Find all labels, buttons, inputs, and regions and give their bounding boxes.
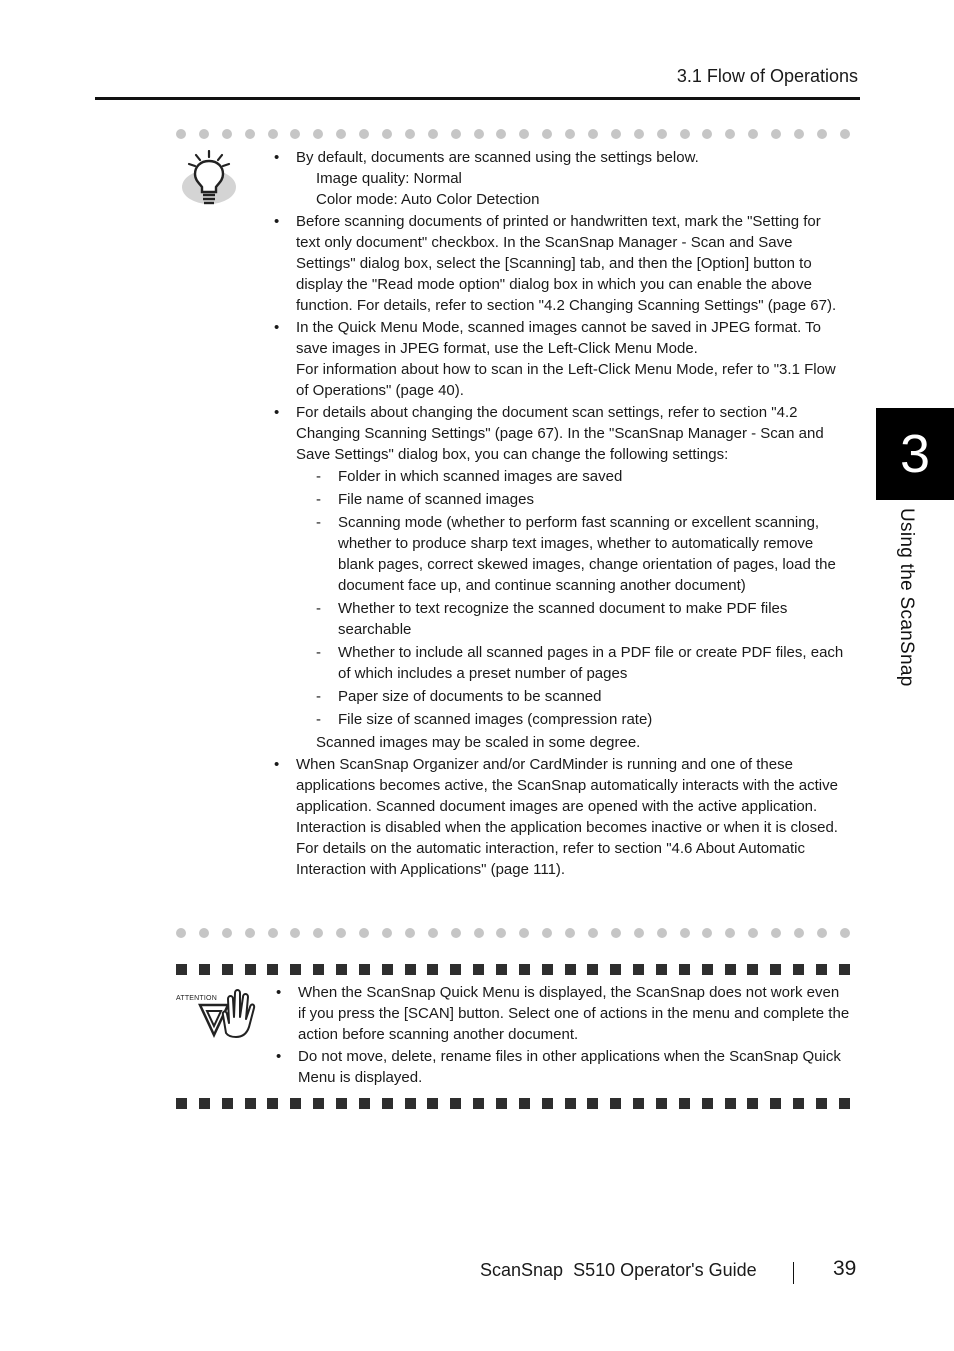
separator-square (565, 1098, 576, 1109)
page-number: 39 (833, 1257, 857, 1280)
separator-dot (565, 129, 575, 139)
separator-dot (405, 129, 415, 139)
separator-square (496, 964, 507, 975)
separator-dot (702, 928, 712, 938)
separator-square (656, 1098, 667, 1109)
separator-dot (519, 129, 529, 139)
hint-item-text: By default, documents are scanned using the settings below. (296, 149, 699, 166)
separator-dot (634, 129, 644, 139)
settings-dash-list (316, 466, 848, 730)
separator-square (816, 964, 827, 975)
separator-dot (222, 129, 232, 139)
separator-square (382, 1098, 393, 1109)
separator-dot (840, 928, 850, 938)
separator-dot (176, 928, 186, 938)
separator-dot (405, 928, 415, 938)
hint-item-text: For details about changing the document scan settings, refer to section "4.2 Changing Scanning Settings" (page 67). In the "ScanSnap Manager - Scan and Save Settings" dialog box, you can change the following settings: (296, 404, 824, 463)
hint-item-scan-settings (274, 402, 848, 753)
hint-item-default-settings (274, 147, 848, 210)
separator-dot (657, 129, 667, 139)
separator-dot (245, 928, 255, 938)
separator-square (382, 964, 393, 975)
lightbulb-hint-icon (178, 150, 240, 210)
separator-square (222, 964, 233, 975)
separator-dot (771, 928, 781, 938)
separator-square (770, 964, 781, 975)
attention-hand-icon (174, 985, 256, 1039)
attention-list (276, 982, 850, 1089)
separator-square (222, 1098, 233, 1109)
separator-square (267, 1098, 278, 1109)
separator-square (587, 964, 598, 975)
hint-item-text-continued: For information about how to scan in the Left-Click Menu Mode, refer to "3.1 Flow of Operations" (page 40). (296, 361, 836, 399)
separator-square (336, 964, 347, 975)
separator-dot (794, 928, 804, 938)
separator-dot (588, 129, 598, 139)
attention-label: ATTENTION (176, 995, 217, 1002)
hint-sub-scaled-note: Scanned images may be scaled in some degree. (316, 734, 641, 751)
footer-guide-title: ScanSnap S510 Operator's Guide (480, 1260, 757, 1280)
separator-dot (359, 129, 369, 139)
separator-square (336, 1098, 347, 1109)
separator-square (702, 964, 713, 975)
dash-item: - Paper size of documents to be scanned (316, 686, 848, 707)
hint-item-text: In the Quick Menu Mode, scanned images cannot be saved in JPEG format. To save images in JPEG format, use the Left-Click Menu Mode. (296, 319, 822, 357)
dash-item: - Whether to include all scanned pages in a PDF file or create PDF files, each of which includes a preset number of pages (316, 642, 848, 684)
separator-square (473, 964, 484, 975)
hint-item-automatic-interaction (274, 754, 848, 880)
separator-dot (382, 129, 392, 139)
separator-dot (451, 129, 461, 139)
separator-dot (702, 129, 712, 139)
separator-square (656, 964, 667, 975)
separator-dot (542, 129, 552, 139)
separator-dot (290, 928, 300, 938)
separator-square (793, 964, 804, 975)
separator-square (359, 964, 370, 975)
hint-sub-image-quality: Image quality: Normal (316, 170, 462, 187)
separator-dot (359, 928, 369, 938)
separator-square (267, 964, 278, 975)
separator-square (519, 1098, 530, 1109)
separator-square (610, 964, 621, 975)
dash-item: - Folder in which scanned images are saved (316, 466, 848, 487)
separator-dot (290, 129, 300, 139)
separator-dot (519, 928, 529, 938)
hint-bottom-dot-separator (176, 927, 850, 939)
separator-square (839, 964, 850, 975)
hint-item-text: When ScanSnap Organizer and/or CardMinder is running and one of these applications becomes active, the ScanSnap automatically interacts with the active application. Scanned document images are opened with the active application. Interaction is disabled when the application becomes inactive or when it is closed. (296, 756, 838, 836)
separator-square (633, 964, 644, 975)
separator-square (725, 1098, 736, 1109)
dash-item: - File size of scanned images (compression rate) (316, 709, 848, 730)
separator-square (199, 1098, 210, 1109)
separator-dot (725, 129, 735, 139)
separator-dot (657, 928, 667, 938)
separator-dot (680, 129, 690, 139)
hint-item-text-continued: For details on the automatic interaction, refer to section "4.6 About Automatic Interaction with Applications" (page 111). (296, 840, 805, 878)
separator-square (542, 1098, 553, 1109)
separator-square (245, 1098, 256, 1109)
separator-dot (313, 928, 323, 938)
separator-dot (199, 129, 209, 139)
attention-bottom-square-separator (176, 1098, 850, 1109)
separator-dot (313, 129, 323, 139)
separator-square (747, 964, 758, 975)
separator-dot (611, 928, 621, 938)
separator-square (747, 1098, 758, 1109)
separator-square (679, 964, 690, 975)
separator-dot (382, 928, 392, 938)
separator-dot (245, 129, 255, 139)
separator-dot (199, 928, 209, 938)
attention-item-quick-menu: • When the ScanSnap Quick Menu is displayed, the ScanSnap does not work even if you press the [SCAN] button. Select one of actions in the menu and complete the action before scanning another document. (276, 982, 850, 1045)
separator-square (313, 1098, 324, 1109)
separator-square (176, 1098, 187, 1109)
separator-dot (748, 129, 758, 139)
separator-dot (565, 928, 575, 938)
separator-square (496, 1098, 507, 1109)
separator-dot (817, 129, 827, 139)
separator-dot (817, 928, 827, 938)
separator-dot (840, 129, 850, 139)
separator-square (839, 1098, 850, 1109)
separator-square (725, 964, 736, 975)
separator-square (519, 964, 530, 975)
separator-square (542, 964, 553, 975)
separator-dot (428, 129, 438, 139)
hint-top-dot-separator (176, 128, 850, 140)
separator-dot (496, 129, 506, 139)
attention-item-files: • Do not move, delete, rename files in other applications when the ScanSnap Quick Menu is displayed. (276, 1046, 850, 1088)
separator-square (450, 1098, 461, 1109)
separator-dot (474, 928, 484, 938)
separator-square (290, 964, 301, 975)
separator-dot (496, 928, 506, 938)
separator-square (816, 1098, 827, 1109)
separator-square (450, 964, 461, 975)
separator-square (176, 964, 187, 975)
hint-item-text: Before scanning documents of printed or handwritten text, mark the "Setting for text only document" checkbox. In the ScanSnap Manager - Scan and Save Settings" dialog box, select the [Scanning] tab, and then the [Option] button to display the "Read mode option" dialog box in which you can enable the above function. For details, refer to section "4.2 Changing Scanning Settings" (page 67). (296, 213, 837, 314)
separator-dot (268, 928, 278, 938)
separator-dot (428, 928, 438, 938)
separator-square (473, 1098, 484, 1109)
separator-dot (771, 129, 781, 139)
separator-dot (542, 928, 552, 938)
separator-dot (680, 928, 690, 938)
separator-dot (336, 129, 346, 139)
separator-square (405, 1098, 416, 1109)
separator-square (587, 1098, 598, 1109)
separator-dot (725, 928, 735, 938)
separator-square (610, 1098, 621, 1109)
separator-square (290, 1098, 301, 1109)
footer-separator (793, 1262, 794, 1284)
hint-list (274, 147, 848, 881)
separator-square (633, 1098, 644, 1109)
attention-top-square-separator (176, 964, 850, 975)
chapter-side-title: Using the ScanSnap (896, 508, 917, 687)
separator-dot (474, 129, 484, 139)
dash-item: - Whether to text recognize the scanned document to make PDF files searchable (316, 598, 848, 640)
header-rule (95, 97, 860, 100)
separator-square (405, 964, 416, 975)
section-title: 3.1 Flow of Operations (676, 66, 858, 86)
separator-square (679, 1098, 690, 1109)
separator-square (427, 964, 438, 975)
separator-dot (634, 928, 644, 938)
hint-item-jpeg-format (274, 317, 848, 401)
separator-square (427, 1098, 438, 1109)
chapter-number-tab: 3 (876, 408, 954, 500)
separator-square (793, 1098, 804, 1109)
separator-dot (794, 129, 804, 139)
separator-square (245, 964, 256, 975)
separator-square (770, 1098, 781, 1109)
separator-square (359, 1098, 370, 1109)
separator-dot (222, 928, 232, 938)
dash-item: - Scanning mode (whether to perform fast scanning or excellent scanning, whether to produce sharp text images, whether to automatically remove blank pages, correct skewed images, change orientation of pages, load the document face up, and continue scanning another document) (316, 512, 848, 596)
separator-square (199, 964, 210, 975)
hint-item-text-only-document (274, 211, 848, 316)
hint-sub-color-mode: Color mode: Auto Color Detection (316, 191, 540, 208)
separator-dot (451, 928, 461, 938)
separator-dot (611, 129, 621, 139)
separator-square (702, 1098, 713, 1109)
separator-dot (176, 129, 186, 139)
dash-item: - File name of scanned images (316, 489, 848, 510)
separator-square (565, 964, 576, 975)
separator-square (313, 964, 324, 975)
separator-dot (588, 928, 598, 938)
separator-dot (268, 129, 278, 139)
separator-dot (336, 928, 346, 938)
separator-dot (748, 928, 758, 938)
